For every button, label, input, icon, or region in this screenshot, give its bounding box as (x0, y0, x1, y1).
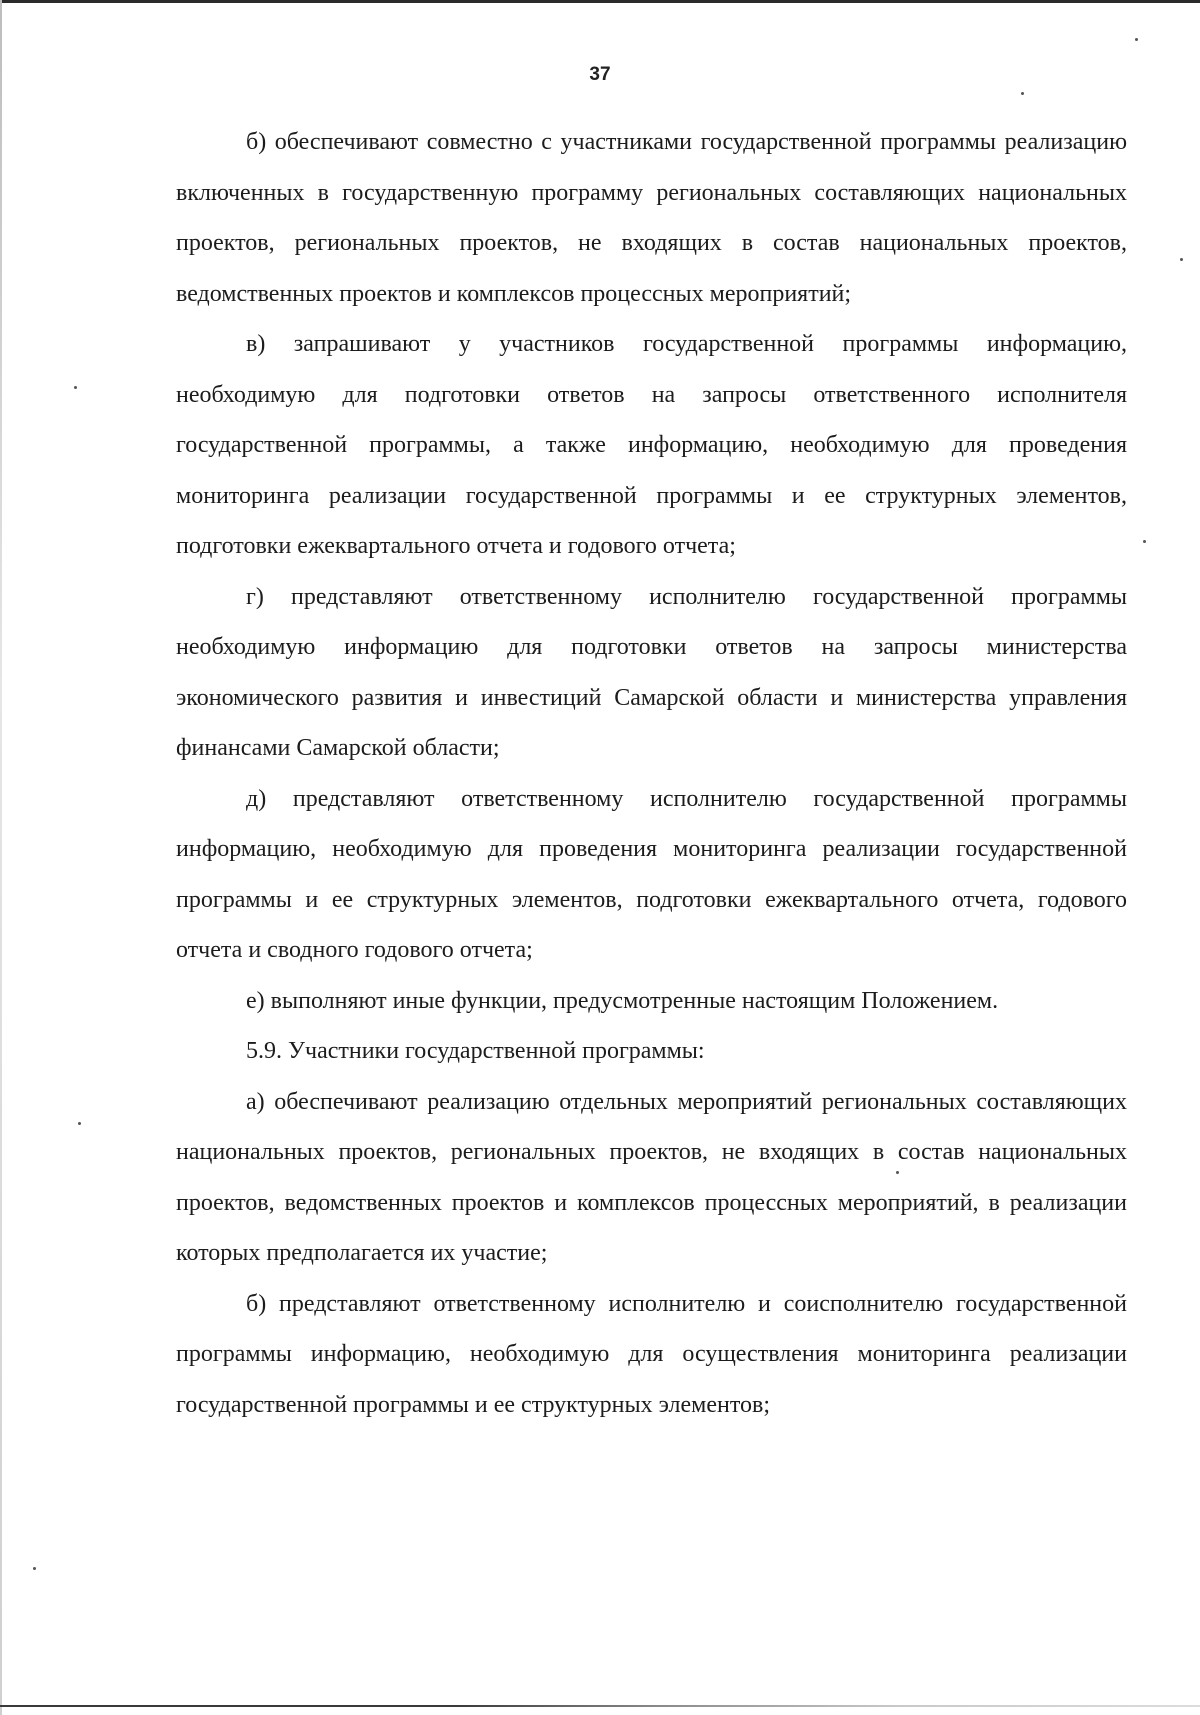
bottom-border-line (0, 1705, 1200, 1707)
scan-speck (1021, 92, 1024, 95)
paragraph-v: в) запрашивают у участников государственной программы информацию, необходимую для подготовки ответов на запросы ответственного исполнителя государственной программы, а также информацию, необходимую для проведения мониторинга реализации государственной программы и ее структурных элементов, подготовки ежеквартального отчета и годового отчета; (176, 331, 1127, 559)
scan-speck (1180, 258, 1183, 261)
scan-speck (74, 386, 77, 389)
scan-speck (33, 1567, 36, 1570)
scan-speck (1143, 540, 1146, 543)
paragraph-b-first: б) обеспечивают совместно с участниками государственной программы реализацию включенных в государственную программу региональных составляющих национальных проектов, региональных проектов, не входящих в состав национальных проектов, ведомственных проектов и комплексов процессных мероприятий; (176, 129, 1127, 307)
scan-speck (896, 1171, 899, 1174)
document-body (176, 117, 1127, 1430)
page-number: 37 (589, 64, 611, 85)
paragraph-g: г) представляют ответственному исполнителю государственной программы необходимую информацию для подготовки ответов на запросы министерства экономического развития и инвестиций Самарской области и министерства управления финансами Самарской области; (176, 583, 1127, 761)
paragraph-e: е) выполняют иные функции, предусмотренные настоящим Положением. (246, 987, 999, 1014)
paragraph-a: а) обеспечивают реализацию отдельных мероприятий региональных составляющих национальных проектов, региональных проектов, не входящих в состав национальных проектов, ведомственных проектов и комплексов процессных мероприятий, в реализации которых предполагается их участие; (176, 1088, 1127, 1266)
left-scan-edge (0, 0, 2, 1715)
scan-speck (78, 1122, 81, 1125)
paragraph-b-second: б) представляют ответственному исполнителю и соисполнителю государственной программы информацию, необходимую для осуществления мониторинга реализации государственной программы и ее структурных элементов; (176, 1290, 1127, 1418)
scan-speck (1135, 38, 1138, 41)
section-heading-5-9: 5.9. Участники государственной программы: (246, 1038, 705, 1064)
top-border-line (0, 0, 1200, 3)
paragraph-d: д) представляют ответственному исполнителю государственной программы информацию, необходимую для проведения мониторинга реализации государственной программы и ее структурных элементов, подготовки ежеквартального отчета, годового отчета и сводного годового отчета; (176, 785, 1127, 963)
